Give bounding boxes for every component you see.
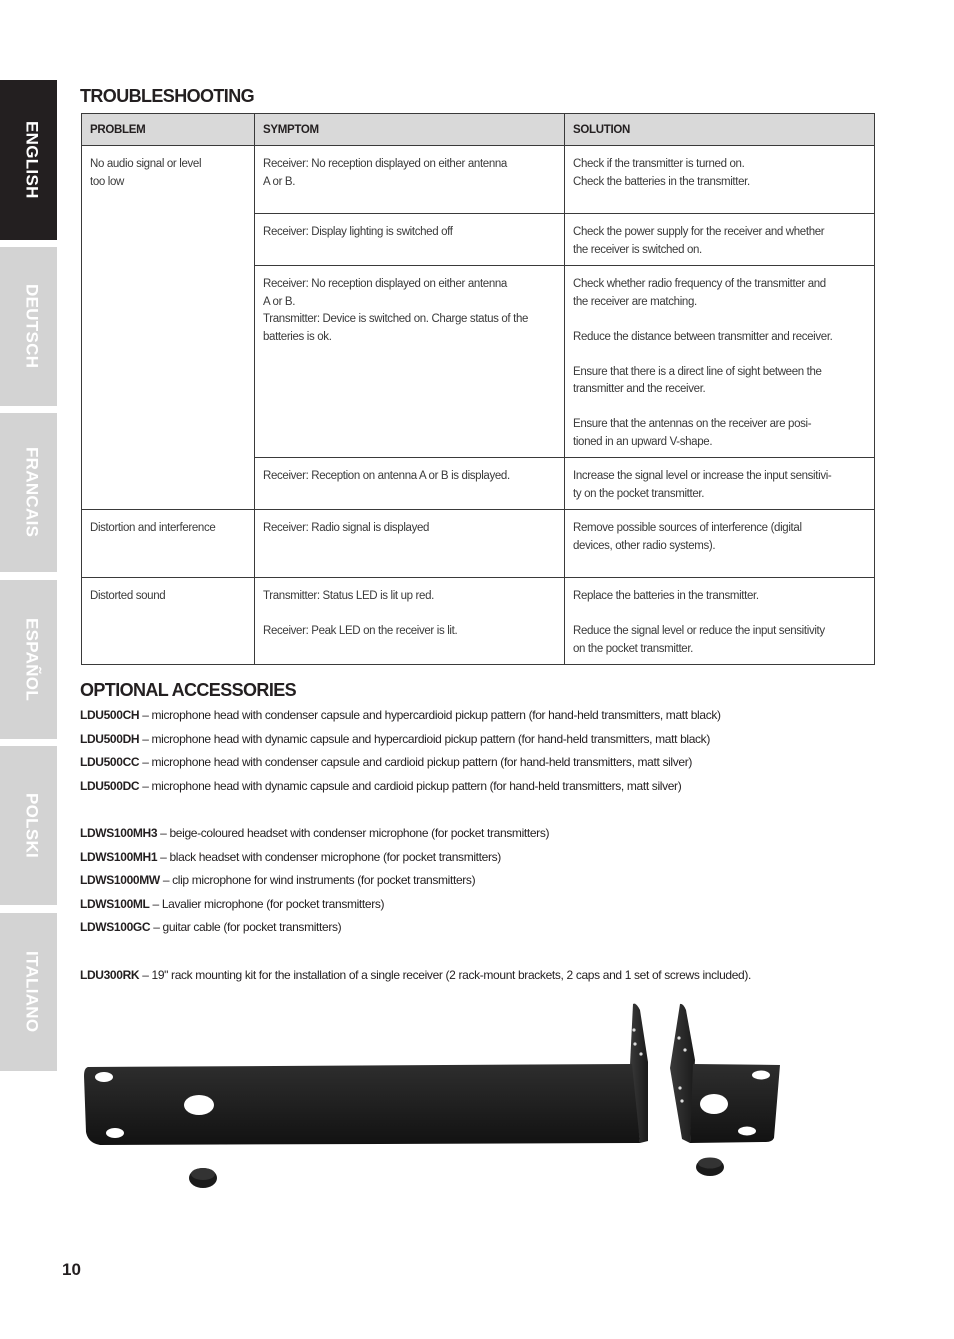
product-code: LDWS100MH1 (80, 849, 158, 864)
symptom-text: Receiver: Radio signal is displayed (263, 522, 430, 534)
symptom-cell (255, 458, 565, 510)
table-row (82, 510, 875, 578)
tab-label: FRANCAIS (22, 447, 42, 538)
product-code: LDWS1000MW (80, 873, 160, 888)
solution-cell (565, 214, 875, 266)
product-code: LDWS100MH3 (80, 825, 158, 840)
symptom-cell (255, 146, 565, 214)
symptom-text: Receiver: Display lighting is switched off (263, 226, 453, 238)
list-item (80, 822, 880, 846)
tab-label: POLSKI (22, 792, 42, 859)
problem-text: No audio signal or level too low (90, 158, 202, 188)
symptom-cell (255, 578, 565, 665)
product-description: – microphone head with condenser capsule and cardioid pickup pattern (for hand-held transmitters, matt silver) (142, 755, 693, 770)
product-code: LDU500DH (80, 731, 140, 746)
list-item (80, 775, 880, 799)
table-header-row (82, 114, 875, 146)
solution-cell (565, 266, 875, 458)
solution-text: Reduce the signal level or reduce the input sensitivity on the pocket transmitter. (573, 625, 825, 655)
solution-cell (565, 458, 875, 510)
symptom-text: Receiver: No reception displayed on either antenna A or B. Transmitter: Device is switched on. Charge status of the batteries is ok. (263, 278, 529, 343)
accessories-list (80, 704, 880, 987)
tab-francais[interactable] (0, 413, 57, 572)
list-item (80, 893, 880, 917)
solution-cell (565, 578, 875, 665)
rack-cap (696, 1158, 724, 1177)
short-rack-bracket (670, 1004, 780, 1143)
product-code: LDU500CH (80, 708, 140, 722)
symptom-text: Transmitter: Status LED is lit up red. (263, 590, 434, 602)
problem-text: Distorted sound (90, 590, 166, 602)
list-item (80, 869, 880, 893)
problem-cell (82, 578, 255, 665)
solution-text: Increase the signal level or increase the input sensitivi- ty on the pocket transmitter. (573, 470, 832, 500)
product-code: LDU500DC (80, 778, 140, 793)
tab-polski[interactable] (0, 746, 57, 905)
product-code: LDWS100ML (80, 896, 150, 911)
table-row (82, 578, 875, 665)
accessories-heading: OPTIONAL ACCESSORIES (80, 680, 297, 700)
column-header-solution: SOLUTION (565, 114, 875, 146)
solution-cell (565, 510, 875, 578)
list-item (80, 751, 880, 775)
accessory-group-pocket-transmitter (80, 822, 880, 940)
list-item (80, 964, 880, 988)
list-item (80, 916, 880, 940)
symptom-text: Receiver: Reception on antenna A or B is displayed. (263, 470, 510, 482)
product-description: – clip microphone for wind instruments (for pocket transmitters) (162, 873, 476, 888)
list-item (80, 704, 880, 728)
page-number: 10 (62, 1260, 81, 1279)
solution-text: Reduce the distance between transmitter and receiver. (573, 330, 833, 343)
solution-text: Check if the transmitter is turned on. Check the batteries in the transmitter. (573, 158, 750, 188)
problem-cell (82, 510, 255, 578)
solution-text: Check the power supply for the receiver and whether the receiver is switched on. (573, 226, 825, 256)
tab-deutsch[interactable] (0, 247, 57, 406)
tab-label: ESPAÑOL (22, 617, 42, 702)
symptom-text: Receiver: No reception displayed on either antenna A or B. (263, 158, 507, 188)
table-row (82, 146, 875, 214)
symptom-cell (255, 266, 565, 458)
product-description: – 19" rack mounting kit for the installation of a single receiver (2 rack-mount brackets, 2 caps and 1 set of screws included). (142, 967, 751, 982)
column-header-symptom: SYMPTOM (255, 114, 565, 146)
rack-cap (189, 1168, 217, 1188)
tab-espanol[interactable] (0, 580, 57, 739)
solution-text: Ensure that the antennas on the receiver are posi- tioned in an upward V-shape. (573, 418, 812, 448)
product-description: – microphone head with condenser capsule and hypercardioid pickup pattern (for hand-held transmitters, matt black) (142, 708, 721, 722)
rack-mount-kit-image (0, 995, 954, 1205)
long-rack-bracket (84, 1004, 648, 1145)
list-item (80, 728, 880, 752)
product-code: LDU500CC (80, 755, 140, 770)
product-description: – microphone head with dynamic capsule and cardioid pickup pattern (for hand-held transmitters, matt silver) (142, 778, 682, 793)
product-description: – beige-coloured headset with condenser microphone (for pocket transmitters) (160, 825, 550, 840)
symptom-cell (255, 510, 565, 578)
column-header-problem: PROBLEM (82, 114, 255, 146)
troubleshooting-table (81, 113, 875, 665)
solution-text: Remove possible sources of interference (digital devices, other radio systems). (573, 522, 802, 552)
product-description: – microphone head with dynamic capsule and hypercardioid pickup pattern (for hand-held transmitters, matt black) (142, 731, 710, 746)
solution-text: Check whether radio frequency of the transmitter and the receiver are matching. (573, 278, 826, 308)
product-code: LDWS100GC (80, 920, 151, 935)
accessory-group-rack-kit (80, 964, 880, 988)
troubleshooting-heading: TROUBLESHOOTING (80, 86, 254, 106)
product-description: – black headset with condenser microphone (for pocket transmitters) (160, 849, 501, 864)
product-code: LDU300RK (80, 967, 140, 982)
solution-text: Replace the batteries in the transmitter. (573, 590, 759, 602)
list-item (80, 846, 880, 870)
accessory-group-microphone-heads (80, 704, 880, 798)
solution-cell (565, 146, 875, 214)
problem-cell (82, 146, 255, 510)
solution-text: Ensure that there is a direct line of sight between the transmitter and the receiver. (573, 365, 822, 395)
problem-text: Distortion and interference (90, 522, 216, 534)
symptom-text: Receiver: Peak LED on the receiver is lit. (263, 625, 458, 637)
tab-label: ITALIANO (22, 951, 42, 1033)
tab-label: DEUTSCH (22, 284, 42, 369)
product-description: – guitar cable (for pocket transmitters) (153, 920, 342, 935)
tab-english[interactable] (0, 80, 57, 240)
product-description: – Lavalier microphone (for pocket transmitters) (152, 896, 385, 911)
symptom-cell (255, 214, 565, 266)
tab-label: ENGLISH (22, 121, 42, 199)
